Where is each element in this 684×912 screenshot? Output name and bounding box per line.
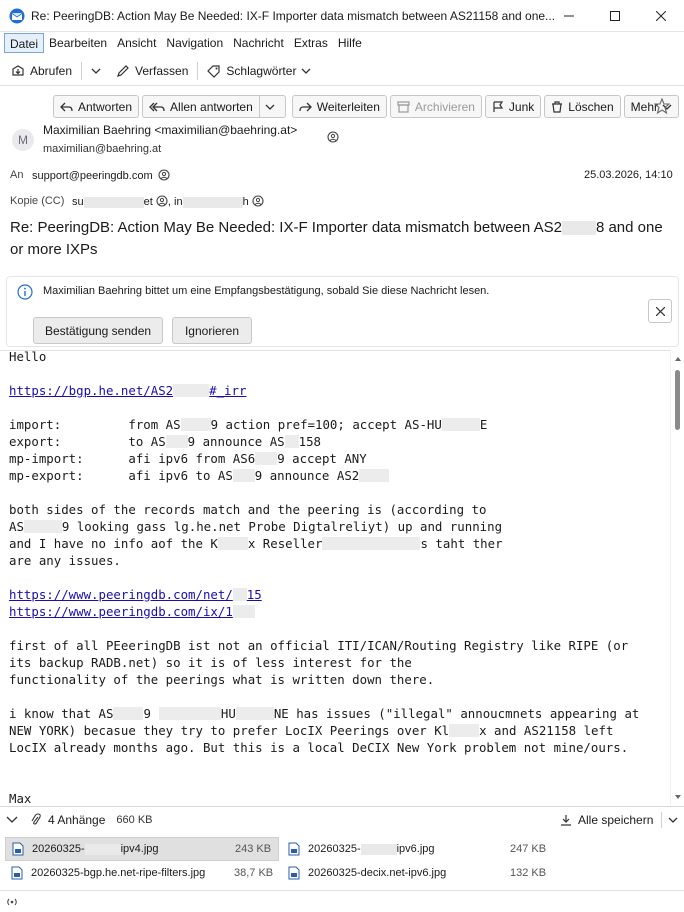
menu-navigation[interactable]: Navigation <box>166 36 224 50</box>
body-line <box>9 603 255 620</box>
scroll-thumb[interactable] <box>675 370 680 430</box>
menu-bar <box>0 32 684 54</box>
body-line: both sides of the records match and the peering is (according to <box>9 502 487 517</box>
notification-text: Maximilian Baehring bittet um eine Empfangsbestätigung, sobald Sie diese Nachricht lesen. <box>43 285 490 297</box>
body-line <box>9 382 246 399</box>
attachment-size: 38,7 KB <box>234 867 274 879</box>
to-address: support@peeringdb.com <box>32 170 153 182</box>
redacted-block <box>233 605 255 618</box>
archive-label: Archivieren <box>414 99 475 114</box>
cc-recipient-2-start: in <box>174 196 183 208</box>
body-line: LocIX already months ago. But this is a local DeCIX New York problem not mine/ours. <box>9 740 629 755</box>
redacted-block <box>173 384 209 397</box>
subject-end: 8 and one or more IXPs <box>10 219 663 258</box>
junk-button[interactable] <box>485 95 541 118</box>
info-icon <box>17 284 33 300</box>
image-file-icon <box>12 842 24 856</box>
cc-recipient-2-end: h <box>242 196 249 208</box>
trash-icon <box>551 101 563 113</box>
image-file-icon <box>288 866 300 880</box>
menu-extras[interactable]: Extras <box>293 36 328 50</box>
body-text: 9 action pref=100; accept AS-HU <box>210 417 442 432</box>
paperclip-icon <box>30 813 42 827</box>
message-body <box>0 350 670 805</box>
more-label: Mehr <box>630 99 658 114</box>
subject-start: Re: PeeringDB: Action May Be Needed: IX-F Importer data mismatch between AS2 <box>10 219 562 236</box>
body-line <box>9 518 502 535</box>
link-text: https://www.peeringdb.com/net/ <box>9 587 233 602</box>
body-text: 158 <box>298 434 322 449</box>
to-label: An <box>10 169 24 181</box>
message-subject <box>10 217 676 261</box>
body-text: 9 looking gass lg.he.net Probe Digtalreliyt) up and running <box>61 519 503 534</box>
attachment-item[interactable] <box>5 837 279 861</box>
forward-icon <box>299 101 312 113</box>
scroll-up-icon[interactable] <box>671 354 684 364</box>
link-text: 15 <box>246 587 262 602</box>
redacted-block <box>442 418 480 431</box>
notification-close-button[interactable] <box>648 299 672 323</box>
cc-label: Kopie (CC) <box>10 195 65 207</box>
star-icon[interactable] <box>654 98 670 114</box>
delete-label: Löschen <box>568 99 614 114</box>
menu-hilfe[interactable]: Hilfe <box>337 36 362 50</box>
reply-all-button[interactable] <box>142 95 259 118</box>
reply-all-dropdown[interactable] <box>259 95 286 118</box>
attachment-item[interactable] <box>282 837 554 861</box>
add-contact-icon[interactable] <box>156 195 168 207</box>
attachment-total-size: 660 KB <box>116 813 153 826</box>
redacted-block <box>233 469 255 482</box>
redacted-block <box>24 520 62 533</box>
add-contact-icon[interactable] <box>158 169 170 181</box>
fetch-dropdown[interactable] <box>86 59 111 83</box>
body-text: s taht ther <box>420 536 503 551</box>
reply-button[interactable] <box>53 95 139 118</box>
redacted-block <box>449 724 479 737</box>
message-date: 25.03.2026, 14:10 <box>584 169 673 181</box>
close-icon <box>656 11 666 21</box>
body-line <box>9 705 639 722</box>
main-toolbar <box>0 56 684 86</box>
maximize-icon <box>610 11 620 21</box>
attachment-bar <box>0 806 684 832</box>
cc-field[interactable]: su et , in h <box>72 195 264 208</box>
redacted-block <box>84 197 144 208</box>
redacted-block <box>166 435 188 448</box>
body-scrollbar[interactable] <box>670 350 684 805</box>
body-line <box>9 416 487 433</box>
redacted-block <box>236 707 274 720</box>
link-peeringdb-ix[interactable] <box>9 604 255 619</box>
toolbar-divider <box>81 62 82 80</box>
save-all-label: Alle speichern <box>578 813 654 827</box>
redacted-block <box>359 469 389 482</box>
link-bgp-he-net[interactable] <box>9 383 246 398</box>
redacted-block <box>181 418 211 431</box>
body-text: 9 <box>143 706 151 721</box>
body-line: functionality of the peerings what is written down there. <box>9 672 435 687</box>
menu-datei[interactable]: Datei <box>4 33 44 53</box>
redacted-block <box>159 707 221 720</box>
redacted-block <box>85 844 121 855</box>
message-actions <box>53 95 682 119</box>
link-text: https://www.peeringdb.com/ix/1 <box>9 604 233 619</box>
chevron-down-icon <box>265 102 275 112</box>
chevron-down-icon <box>301 66 311 76</box>
close-button[interactable] <box>638 0 684 32</box>
tags-label: Schlagwörter <box>226 63 297 78</box>
attachment-name-end: ipv4.jpg <box>120 843 159 855</box>
body-text: NE has issues ("illegal" annoucmnets appearing at <box>273 706 640 721</box>
toolbar-divider <box>197 62 198 80</box>
body-text: export: to AS <box>9 434 166 449</box>
body-text: x Reseller <box>247 536 323 551</box>
body-line <box>9 450 367 467</box>
download-icon <box>560 814 572 826</box>
body-text: x and AS21158 left <box>479 723 614 738</box>
attachment-item[interactable] <box>282 861 554 885</box>
save-all-button[interactable] <box>560 807 678 833</box>
body-text: import: from AS <box>9 417 181 432</box>
body-line: Hello <box>9 350 47 364</box>
minimize-button[interactable] <box>546 0 592 32</box>
add-contact-icon[interactable] <box>327 131 339 143</box>
body-line: are any issues. <box>9 553 121 568</box>
fetch-icon <box>11 64 25 78</box>
body-line <box>9 535 503 552</box>
reply-label: Antworten <box>78 99 133 114</box>
body-text: mp-import: afi ipv6 from AS6 <box>9 451 256 466</box>
redacted-block <box>285 435 299 448</box>
redacted-block <box>361 844 397 855</box>
redacted-block <box>322 537 420 550</box>
image-file-icon <box>11 866 23 880</box>
body-line: first of all PEeeringDB ist not an official ITI/ICAN/Routing Registry like RIPE (or <box>9 638 629 653</box>
attachment-size: 243 KB <box>235 843 272 855</box>
to-field[interactable] <box>32 169 170 182</box>
attachment-name-start: 20260325- <box>308 843 361 855</box>
tag-icon <box>207 64 221 78</box>
fetch-label: Abrufen <box>30 63 73 78</box>
menu-bearbeiten[interactable]: Bearbeiten <box>49 36 108 50</box>
close-icon <box>656 307 665 316</box>
body-text: mp-export: afi ipv6 to AS <box>9 468 233 483</box>
status-bar <box>0 890 684 912</box>
more-button[interactable] <box>624 95 679 118</box>
body-line <box>9 467 389 484</box>
body-text: NEW YORK) becasue they try to prefer LocIX Peerings over Kl <box>9 723 450 738</box>
chevron-down-icon[interactable] <box>6 815 18 825</box>
window-title: Re: PeeringDB: Action May Be Needed: IX-F Importer data mismatch between AS21158 and one... <box>31 8 556 23</box>
attachment-name <box>32 843 159 855</box>
menu-nachricht[interactable]: Nachricht <box>233 36 284 50</box>
add-contact-icon[interactable] <box>252 195 264 207</box>
attachment-name-end: ipv6.jpg <box>396 843 435 855</box>
body-text: 9 announce AS2 <box>254 468 360 483</box>
reply-all-label: Allen antworten <box>170 99 253 114</box>
attachment-item[interactable] <box>5 861 279 885</box>
compose-label: Verfassen <box>135 63 189 78</box>
body-text: and I have no info aof the K <box>9 536 218 551</box>
cc-recipient-1-start: su <box>72 196 84 208</box>
avatar: M <box>12 129 34 151</box>
image-file-icon <box>288 842 300 856</box>
thunderbird-icon <box>9 8 25 24</box>
attachment-list <box>0 832 684 890</box>
reply-all-icon <box>149 101 165 113</box>
maximize-button[interactable] <box>592 0 638 32</box>
from-field[interactable]: Maximilian Baehring <maximilian@baehring.at> <box>43 123 298 137</box>
compose-button[interactable] <box>111 59 193 83</box>
redacted-block <box>562 221 596 235</box>
body-line <box>9 433 321 450</box>
junk-label: Junk <box>508 99 535 114</box>
attachment-size: 132 KB <box>510 867 547 879</box>
minimize-icon <box>564 11 574 21</box>
forward-button[interactable] <box>292 95 387 118</box>
scroll-down-icon[interactable] <box>671 792 684 802</box>
chevron-down-icon <box>91 66 101 76</box>
send-receipt-button[interactable]: Bestätigung senden <box>33 317 163 344</box>
connection-status-icon <box>6 896 18 908</box>
body-line: Max <box>9 791 32 805</box>
attachment-name <box>308 843 435 855</box>
delete-button[interactable] <box>544 95 620 118</box>
redacted-block <box>183 197 243 208</box>
fetch-button[interactable] <box>6 59 77 83</box>
redacted-block <box>255 452 277 465</box>
divider <box>661 812 662 828</box>
pencil-icon <box>116 64 130 78</box>
link-peeringdb-net[interactable] <box>9 587 262 602</box>
body-text: i know that AS <box>9 706 114 721</box>
chevron-down-icon[interactable] <box>668 815 678 825</box>
link-text: https://bgp.he.net/AS2 <box>9 383 174 398</box>
tags-button[interactable] <box>202 59 321 83</box>
cc-recipient-1-end: et <box>143 196 153 208</box>
body-text: 9 announce AS <box>187 434 285 449</box>
receipt-notification <box>6 276 679 347</box>
menu-ansicht[interactable]: Ansicht <box>117 36 157 50</box>
archive-icon <box>397 101 410 113</box>
body-line <box>9 586 262 603</box>
attachment-name: 20260325-bgp.he.net-ripe-filters.jpg <box>31 867 206 879</box>
title-bar <box>0 0 684 32</box>
redacted-block <box>218 537 248 550</box>
ignore-button[interactable]: Ignorieren <box>172 317 252 344</box>
attachment-name: 20260325-decix.net-ipv6.jpg <box>308 867 447 879</box>
attachment-size: 247 KB <box>510 843 547 855</box>
archive-button[interactable] <box>390 95 482 118</box>
body-line <box>9 722 613 739</box>
from-email: maximilian@baehring.at <box>43 143 162 155</box>
link-text: #_irr <box>209 383 247 398</box>
body-text: E <box>479 417 488 432</box>
redacted-block <box>113 707 143 720</box>
forward-label: Weiterleiten <box>316 99 380 114</box>
body-text: AS <box>9 519 24 534</box>
attachment-count[interactable]: 4 Anhänge <box>48 812 106 827</box>
body-line: its backup RADB.net) so it is of less interest for the <box>9 655 412 670</box>
body-text: 9 accept ANY <box>277 451 367 466</box>
body-text: HU <box>220 706 236 721</box>
reply-icon <box>60 101 73 113</box>
redacted-block <box>233 588 247 601</box>
junk-icon <box>492 101 504 113</box>
attachment-name-start: 20260325- <box>32 843 85 855</box>
